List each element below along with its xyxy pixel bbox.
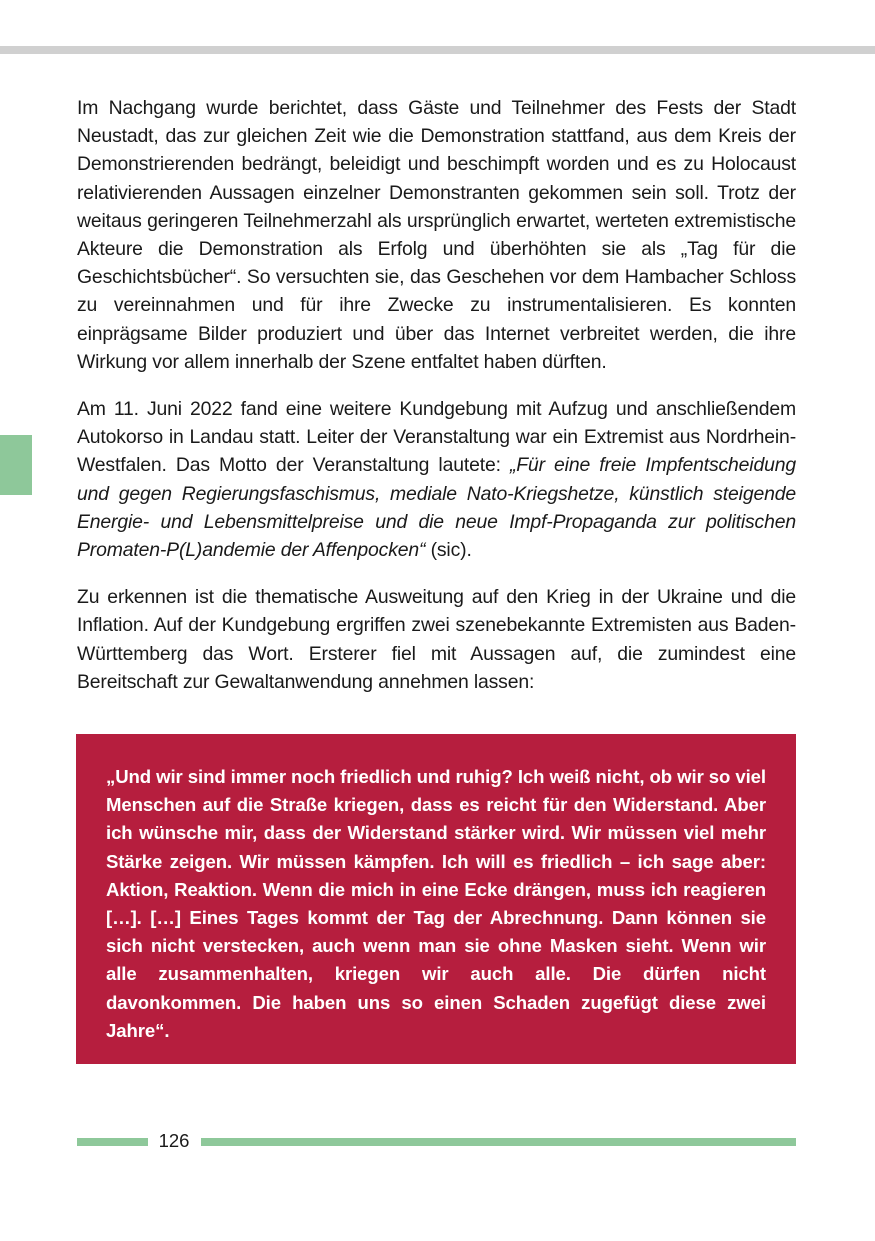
body-text — [77, 94, 796, 715]
paragraph-1: Im Nachgang wurde berichtet, dass Gäste und Teilnehmer des Fests der Stadt Neustadt, das zur gleichen Zeit wie die Demonstration stattfand, aus dem Kreis der Demonstrierenden bedrängt, beleidigt und beschimpft worden und es zu Holocaust relativierenden Aussagen einzelner Demonstranten gekommen sein soll. Trotz der weitaus geringeren Teilnehmerzahl als ursprünglich erwartet, werteten extremistische Akteure die Demonstration als Erfolg und überhöhten sie als „Tag für die Geschichtsbücher“. So versuchten sie, das Geschehen vor dem Hambacher Schloss zu vereinnahmen und für ihre Zwecke zu instrumentalisieren. Es konnten einprägsame Bilder produziert und über das Internet verbreitet werden, die ihre Wirkung vor allem innerhalb der Szene entfaltet haben dürften. — [77, 97, 796, 373]
page-number: 126 — [158, 1130, 190, 1151]
quote-text: „Und wir sind immer noch friedlich und ruhig? Ich weiß nicht, ob wir so viel Menschen auf die Straße kriegen, dass es reicht für den Widerstand. Aber ich wünsche mir, dass der Widerstand stärker wird. Wir müssen viel mehr Stärke zeigen. Wir müssen kämpfen. Ich will es friedlich – ich sage aber: Aktion, Reaktion. Wenn die mich in eine Ecke drängen, muss ich reagieren […]. […] Eines Tages kommt der Tag der Abrechnung. Dann können sie sich nicht verstecken, auch wenn man sie ohne Masken sieht. Wenn wir alle zusammenhalten, kriegen wir auch alle. Die dürfen nicht davonkommen. Die haben uns so einen Schaden zugefügt diese zwei Jahre“. — [106, 766, 766, 1041]
top-rule — [0, 46, 875, 54]
chapter-side-tab — [0, 435, 32, 495]
paragraph-2-suffix: (sic). — [425, 539, 472, 562]
paragraph-2 — [77, 395, 796, 564]
paragraph-3: Zu erkennen ist die thematische Ausweitung auf den Krieg in der Ukraine und die Inflation. Auf der Kundgebung ergriffen zwei szenebekannte Extremisten aus Baden-Württemberg das Wort. Ersterer fiel mit Aussagen auf, die zumindest eine Bereitschaft zur Gewaltanwendung annehmen lassen: — [77, 586, 796, 693]
footer-bar-left — [77, 1138, 148, 1146]
paragraph-2-intro: Am 11. Juni 2022 fand eine weitere Kundgebung mit Aufzug und anschließendem Autokorso in Landau statt. Leiter der Veranstaltung war ein Extremist aus Nordrhein-Westfalen. Das Motto der Veranstaltung lautete: — [77, 398, 796, 477]
event-motto: „Für eine freie Impfentscheidung und gegen Regierungsfaschismus, mediale Nato-Kriegshetze, künstlich steigende Energie- und Lebensmittelpreise und die neue Impf-Propaganda zur politischen Promaten-P(L)andemie der Affenpocken“ — [77, 454, 796, 562]
footer-bar-right — [201, 1138, 796, 1146]
quote-box — [76, 734, 796, 1064]
